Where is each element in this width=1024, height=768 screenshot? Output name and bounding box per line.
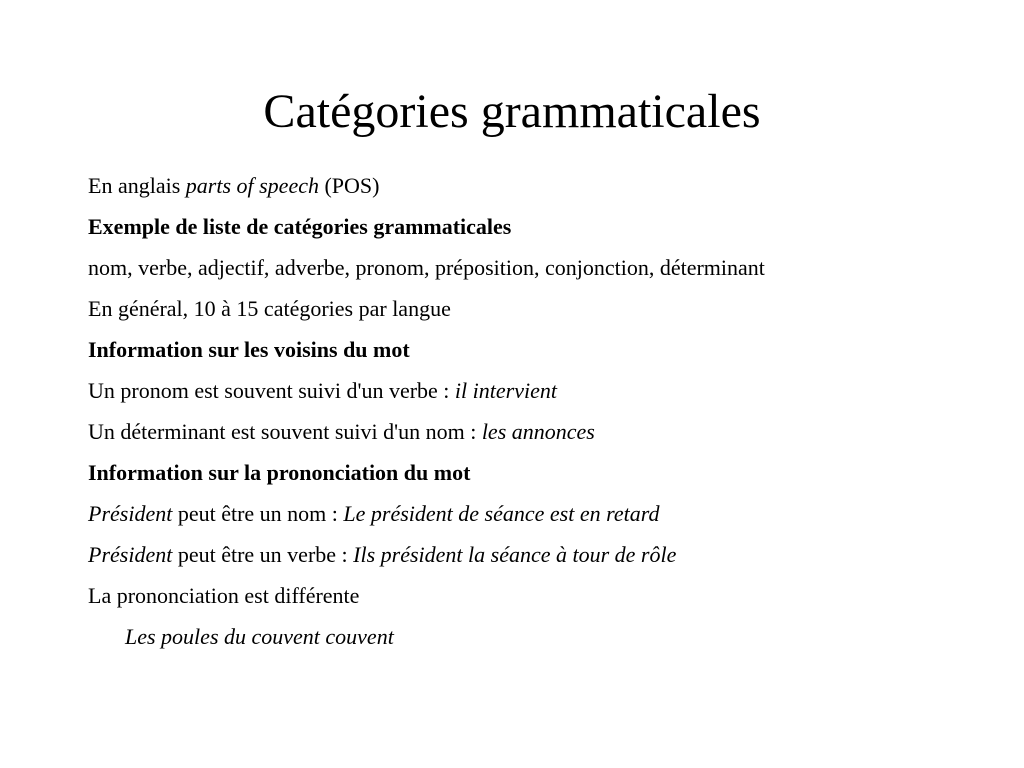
line-pronunciation-differs: La prononciation est différente — [88, 583, 360, 608]
line-pos-text: En anglais — [88, 173, 186, 198]
line-couvent-example: Les poules du couvent couvent — [125, 624, 394, 649]
line-president-noun-word: Président — [88, 501, 173, 526]
heading-neighbors: Information sur les voisins du mot — [88, 337, 410, 362]
line-president-noun-text: peut être un nom : — [172, 501, 344, 526]
heading-example-list: Exemple de liste de catégories grammaticales — [88, 214, 512, 239]
line-determiner-noun-example: les annonces — [481, 419, 595, 444]
heading-pronunciation: Information sur la prononciation du mot — [88, 460, 471, 485]
slide-content — [88, 169, 948, 661]
line-president-verb-example: Ils président la séance à tour de rôle — [353, 542, 677, 567]
line-president-noun-example: Le président de séance est en retard — [343, 501, 660, 526]
line-president-verb-word: Président — [88, 542, 173, 567]
line-president-verb-text: peut être un verbe : — [172, 542, 354, 567]
line-pronoun-verb — [88, 374, 948, 408]
line-pronoun-verb-text: Un pronom est souvent suivi d'un verbe : — [88, 378, 455, 403]
line-category-count: En général, 10 à 15 catégories par langue — [88, 296, 451, 321]
line-president-verb — [88, 538, 948, 572]
line-pos-term: parts of speech — [185, 173, 319, 198]
line-category-list: nom, verbe, adjectif, adverbe, pronom, préposition, conjonction, déterminant — [88, 255, 765, 280]
line-pos — [88, 169, 948, 203]
slide-title: Catégories grammaticales — [263, 85, 761, 138]
line-pos-abbr: (POS) — [318, 173, 380, 198]
line-determiner-noun-text: Un déterminant est souvent suivi d'un nom : — [88, 419, 482, 444]
line-president-noun — [88, 497, 948, 531]
line-determiner-noun — [88, 415, 948, 449]
line-pronoun-verb-example: il intervient — [454, 378, 557, 403]
